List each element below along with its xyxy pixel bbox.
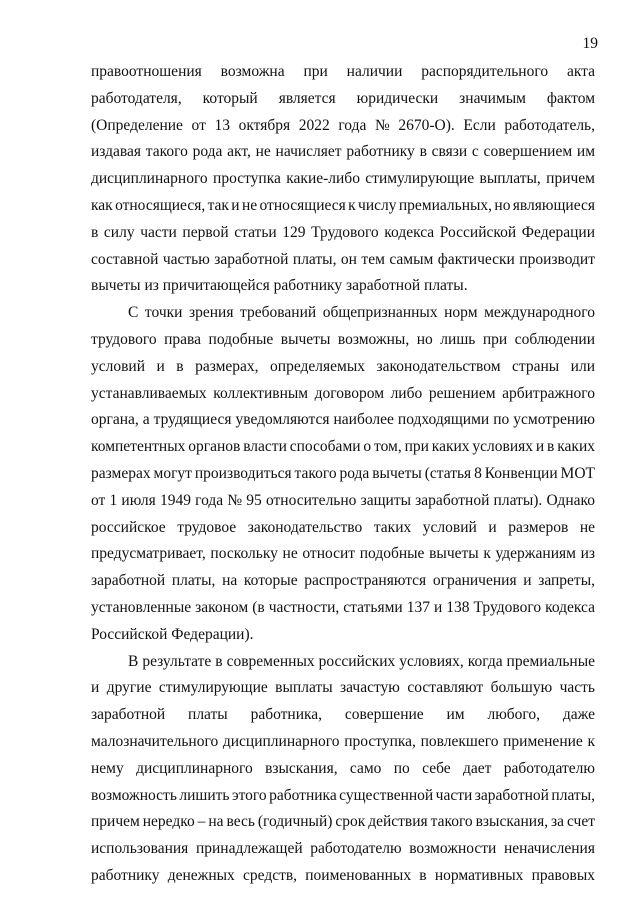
text-line: от 1 июля 1949 года № 95 относительно защиты заработной платы). Однако <box>91 491 595 509</box>
document-body <box>91 59 595 890</box>
text-line: В результате в современных российских условиях, когда премиальные <box>128 652 595 670</box>
text-line: в силу части первой статьи 129 Трудового кодекса Российской Федерации <box>91 223 595 241</box>
paragraph-3 <box>91 649 595 890</box>
text-line: составной частью заработной платы, он тем самым фактически производит <box>91 250 595 268</box>
text-line: трудового права подобные вычеты возможны, но лишь при соблюдении <box>91 330 595 348</box>
text-line: работнику денежных средств, поименованных в нормативных правовых <box>91 866 595 884</box>
text-line: предусматривает, поскольку не относит подобные вычеты к удержаниям из <box>91 545 595 563</box>
text-line: установленные законом (в частности, статьями 137 и 138 Трудового кодекса <box>91 598 595 616</box>
text-line: размерах могут производиться такого рода вычеты (статья 8 Конвенции МОТ <box>91 464 595 482</box>
text-line: устанавливаемых коллективным договором либо решением арбитражного <box>91 384 595 402</box>
text-line: С точки зрения требований общепризнанных норм международного <box>128 304 595 322</box>
text-line: заработной платы, на которые распространяются ограничения и запреты, <box>91 572 595 590</box>
text-line: заработной платы работника, совершение им любого, даже <box>91 706 595 724</box>
text-line: издавая такого рода акт, не начисляет работнику в связи с совершением им <box>91 143 595 161</box>
text-line: малозначительного дисциплинарного проступка, повлекшего применение к <box>91 732 595 750</box>
text-line: органа, а трудящиеся уведомляются наиболее подходящими по усмотрению <box>91 411 595 429</box>
text-line: причем нередко – на весь (годичный) срок действия такого взыскания, за счет <box>91 813 595 831</box>
paragraph-2 <box>91 300 595 648</box>
text-line: российское трудовое законодательство таких условий и размеров не <box>91 518 595 536</box>
text-line: как относящиеся, так и не относящиеся к числу премиальных, но являющиеся <box>91 196 595 214</box>
text-line: возможность лишить этого работника существенной части заработной платы, <box>91 786 595 804</box>
text-line: использования принадлежащей работодателю возможности неначисления <box>91 840 595 858</box>
text-line: работодателя, который является юридически значимым фактом <box>91 89 595 107</box>
text-line: условий и в размерах, определяемых законодательством страны или <box>91 357 595 375</box>
paragraph-1 <box>91 59 595 300</box>
text-line: дисциплинарного проступка какие-либо стимулирующие выплаты, причем <box>91 170 595 188</box>
text-line: Российской Федерации). <box>91 625 254 643</box>
text-line: вычеты из причитающейся работнику заработной платы. <box>91 277 468 295</box>
text-line: правоотношения возможна при наличии распорядительного акта <box>91 63 595 80</box>
text-line: компетентных органов власти способами о том, при каких условиях и в каких <box>91 438 595 456</box>
text-line: и другие стимулирующие выплаты зачастую составляют большую часть <box>91 679 595 697</box>
page-number: 19 <box>582 35 598 52</box>
text-line: нему дисциплинарного взыскания, само по себе дает работодателю <box>91 759 595 777</box>
text-line: (Определение от 13 октября 2022 года № 2670-О). Если работодатель, <box>91 116 595 134</box>
